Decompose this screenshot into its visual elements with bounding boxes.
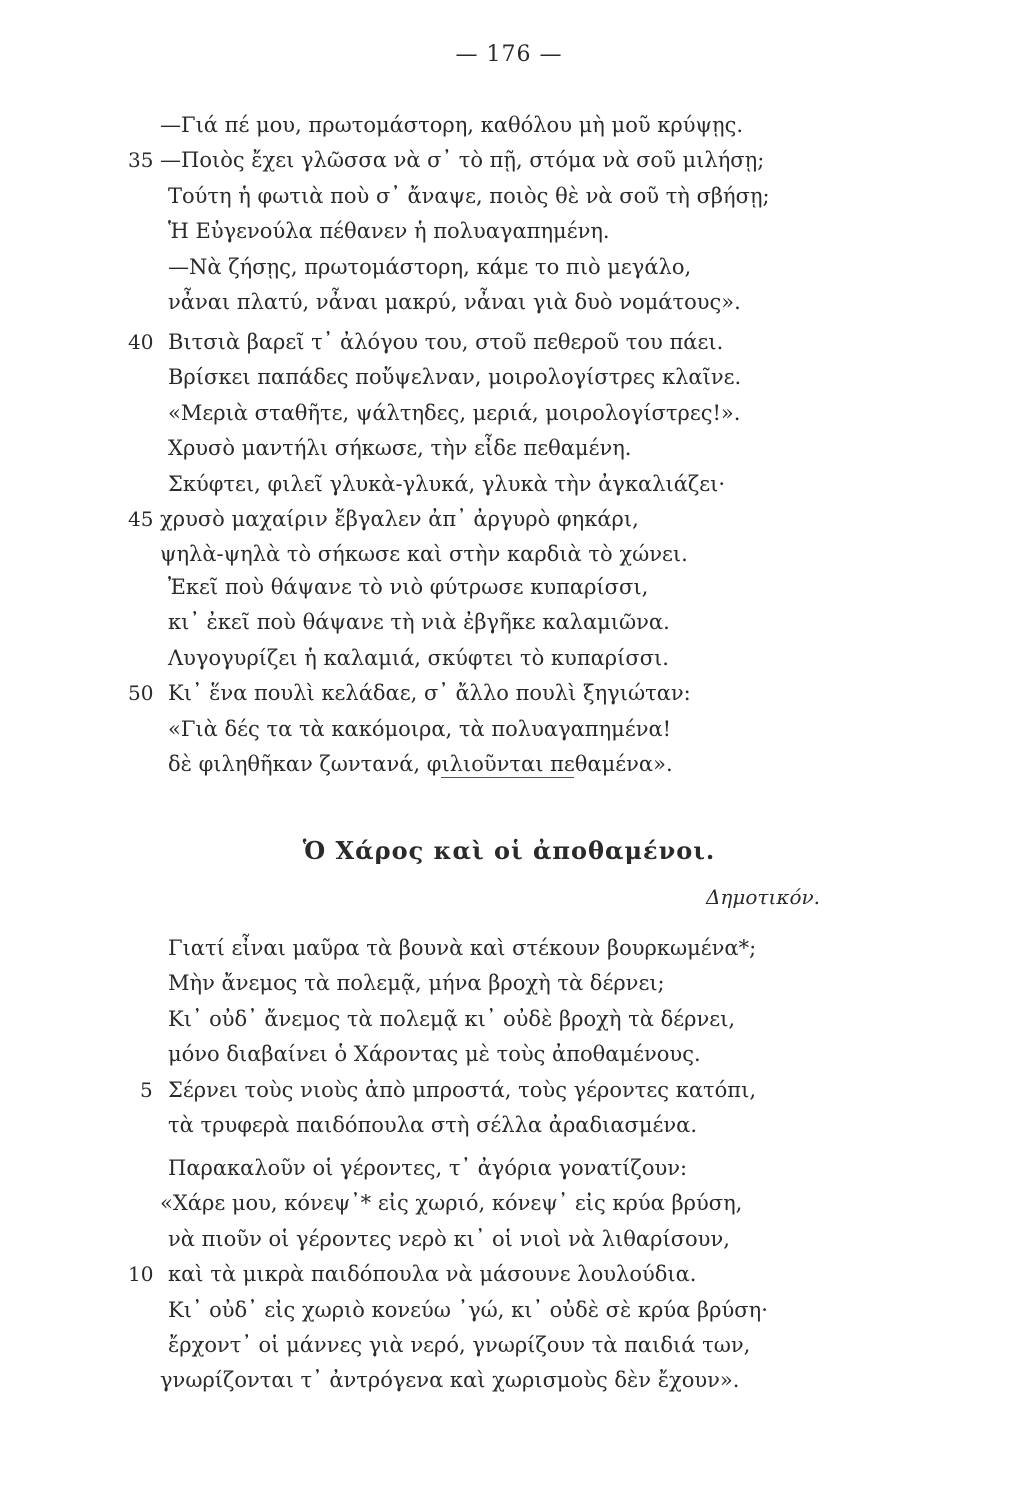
section-divider	[441, 777, 574, 778]
verse-line	[0, 1222, 1018, 1257]
verse-line	[0, 1257, 1018, 1292]
verse-line	[0, 712, 1018, 747]
verse-line	[0, 931, 1018, 966]
verse-line	[0, 570, 1018, 605]
verse-line	[0, 214, 1018, 249]
verse-line	[0, 467, 1018, 502]
verse-text: «Χάρε μου, κόνεψ᾽* εἰς χωριό, κόνεψ᾽ εἰς κρύα βρύση,	[160, 1191, 743, 1216]
verse-line	[0, 1293, 1018, 1328]
verse-text: Κι᾽ οὐδ᾽ ἄνεμος τὰ πολεμᾷ κι᾽ οὐδὲ βροχὴ τὰ δέρνει,	[168, 1006, 736, 1031]
verse-line	[0, 250, 1018, 285]
poem2-stanza-1	[0, 931, 1018, 1143]
verse-text: νὰ πιοῦν οἱ γέροντες νερὸ κι᾽ οἱ νιοὶ νὰ λιθαρίσουν,	[168, 1226, 730, 1251]
verse-text: μόνο διαβαίνει ὁ Χάροντας μὲ τοὺς ἀποθαμένους.	[168, 1042, 701, 1067]
verse-text: νἆναι πλατύ, νἆναι μακρύ, νἆναι γιὰ δυὸ νομάτους».	[168, 289, 741, 314]
verse-text: —Νὰ ζήσῃς, πρωτομάστορη, κάμε το πιὸ μεγάλο,	[168, 254, 692, 279]
verse-text: Βρίσκει παπάδες ποὔψελναν, μοιρολογίστρες κλαῖνε.	[168, 365, 742, 390]
verse-line	[0, 431, 1018, 466]
poem1-stanza-2	[0, 325, 1018, 573]
verse-text: κι᾽ ἐκεῖ ποὺ θάψανε τὴ νιὰ ἐβγῆκε καλαμιῶνα.	[168, 610, 670, 635]
verse-text: Σκύφτει, φιλεῖ γλυκὰ-γλυκά, γλυκὰ τὴν ἀγκαλιάζει·	[168, 471, 726, 496]
verse-text: «Γιὰ δές τα τὰ κακόμοιρα, τὰ πολυαγαπημένα!	[168, 716, 672, 741]
verse-text: «Μεριὰ σταθῆτε, ψάλτηδες, μεριά, μοιρολογίστρες!».	[168, 400, 741, 425]
verse-text: Τούτη ἡ φωτιὰ ποὺ σ᾽ ἄναψε, ποιὸς θὲ νὰ σοῦ τὴ σβήσῃ;	[168, 183, 770, 208]
page-number: — 176 —	[455, 42, 563, 67]
verse-line	[0, 1186, 1018, 1221]
verse-line	[0, 179, 1018, 214]
verse-line	[0, 1328, 1018, 1363]
verse-text: τὰ τρυφερὰ παιδόπουλα στὴ σέλλα ἀραδιασμένα.	[168, 1112, 698, 1137]
verse-text: χρυσὸ μαχαίριν ἔβγαλεν ἀπ᾽ ἀργυρὸ φηκάρι,	[160, 506, 639, 531]
verse-line	[0, 537, 1018, 572]
line-number: 45	[128, 506, 154, 531]
verse-line	[0, 1151, 1018, 1186]
verse-text: Ἡ Εὐγενούλα πέθανεν ἡ πολυαγαπημένη.	[168, 219, 610, 244]
verse-text: ψηλὰ-ψηλὰ τὸ σήκωσε καὶ στὴν καρδιὰ τὸ χώνει.	[160, 542, 688, 567]
poem-subtitle: Δημοτικόν.	[705, 885, 820, 909]
poem1-stanza-1	[0, 108, 1018, 320]
verse-text: Ἐκεῖ ποὺ θάψανε τὸ νιὸ φύτρωσε κυπαρίσσι,	[168, 575, 649, 599]
verse-text: —Γιά πέ μου, πρωτομάστορη, καθόλου μὴ μοῦ κρύψῃς.	[160, 113, 744, 137]
verse-line	[0, 1037, 1018, 1072]
verse-text: καὶ τὰ μικρὰ παιδόπουλα νὰ μάσουνε λουλούδια.	[168, 1262, 697, 1287]
line-number: 35	[128, 148, 154, 173]
verse-text: Κι᾽ οὐδ᾽ εἰς χωριὸ κονεύω ᾽γώ, κι᾽ οὐδὲ σὲ κρύα βρύση·	[168, 1297, 768, 1322]
verse-text: Γιατί εἶναι μαῦρα τὰ βουνὰ καὶ στέκουν βουρκωμένα*;	[168, 936, 757, 960]
line-number: 5	[140, 1077, 153, 1102]
verse-text: δὲ φιληθῆκαν ζωντανά, φιλιοῦνται πεθαμένα».	[168, 751, 673, 776]
verse-text: Μὴν ἄνεμος τὰ πολεμᾷ, μήνα βροχὴ τὰ δέρνει;	[168, 971, 665, 996]
poem1-stanza-3	[0, 570, 1018, 782]
verse-line	[0, 1108, 1018, 1143]
verse-line	[0, 605, 1018, 640]
verse-text: —Ποιὸς ἔχει γλῶσσα νὰ σ᾽ τὸ πῇ, στόμα νὰ σοῦ μιλήσῃ;	[160, 148, 765, 173]
verse-line	[0, 966, 1018, 1001]
verse-line	[0, 676, 1018, 711]
verse-text: Κι᾽ ἕνα πουλὶ κελάδαε, σ᾽ ἄλλο πουλὶ ξηγιώταν:	[168, 681, 691, 706]
verse-line	[0, 360, 1018, 395]
verse-line	[0, 641, 1018, 676]
verse-text: Βιτσιὰ βαρεῖ τ᾽ ἀλόγου του, στοῦ πεθεροῦ του πάει.	[168, 330, 724, 354]
verse-text: Χρυσὸ μαντήλι σήκωσε, τὴν εἶδε πεθαμένη.	[168, 436, 632, 461]
verse-line	[0, 1002, 1018, 1037]
line-number: 40	[128, 330, 154, 354]
verse-line	[0, 143, 1018, 178]
verse-line	[0, 1363, 1018, 1398]
poem2-stanza-2	[0, 1151, 1018, 1399]
verse-text: Παρακαλοῦν οἱ γέροντες, τ᾽ ἀγόρια γονατίζουν:	[168, 1156, 688, 1180]
verse-line	[0, 325, 1018, 360]
line-number: 50	[128, 681, 154, 706]
verse-line	[0, 502, 1018, 537]
verse-text: γνωρίζονται τ᾽ ἀντρόγενα καὶ χωρισμοὺς δὲν ἔχουν».	[160, 1368, 740, 1393]
verse-line	[0, 285, 1018, 320]
poem-title: Ὁ Χάρος καὶ οἱ ἀποθαμένοι.	[302, 836, 716, 865]
verse-line	[0, 396, 1018, 431]
verse-text: ἔρχοντ᾽ οἱ μάννες γιὰ νερό, γνωρίζουν τὰ παιδιά των,	[168, 1332, 751, 1357]
line-number: 10	[128, 1262, 154, 1287]
verse-line	[0, 1073, 1018, 1108]
verse-text: Λυγογυρίζει ἡ καλαμιά, σκύφτει τὸ κυπαρίσσι.	[168, 645, 669, 670]
verse-text: Σέρνει τοὺς νιοὺς ἀπὸ μπροστά, τοὺς γέροντες κατόπι,	[168, 1077, 757, 1102]
verse-line	[0, 108, 1018, 143]
